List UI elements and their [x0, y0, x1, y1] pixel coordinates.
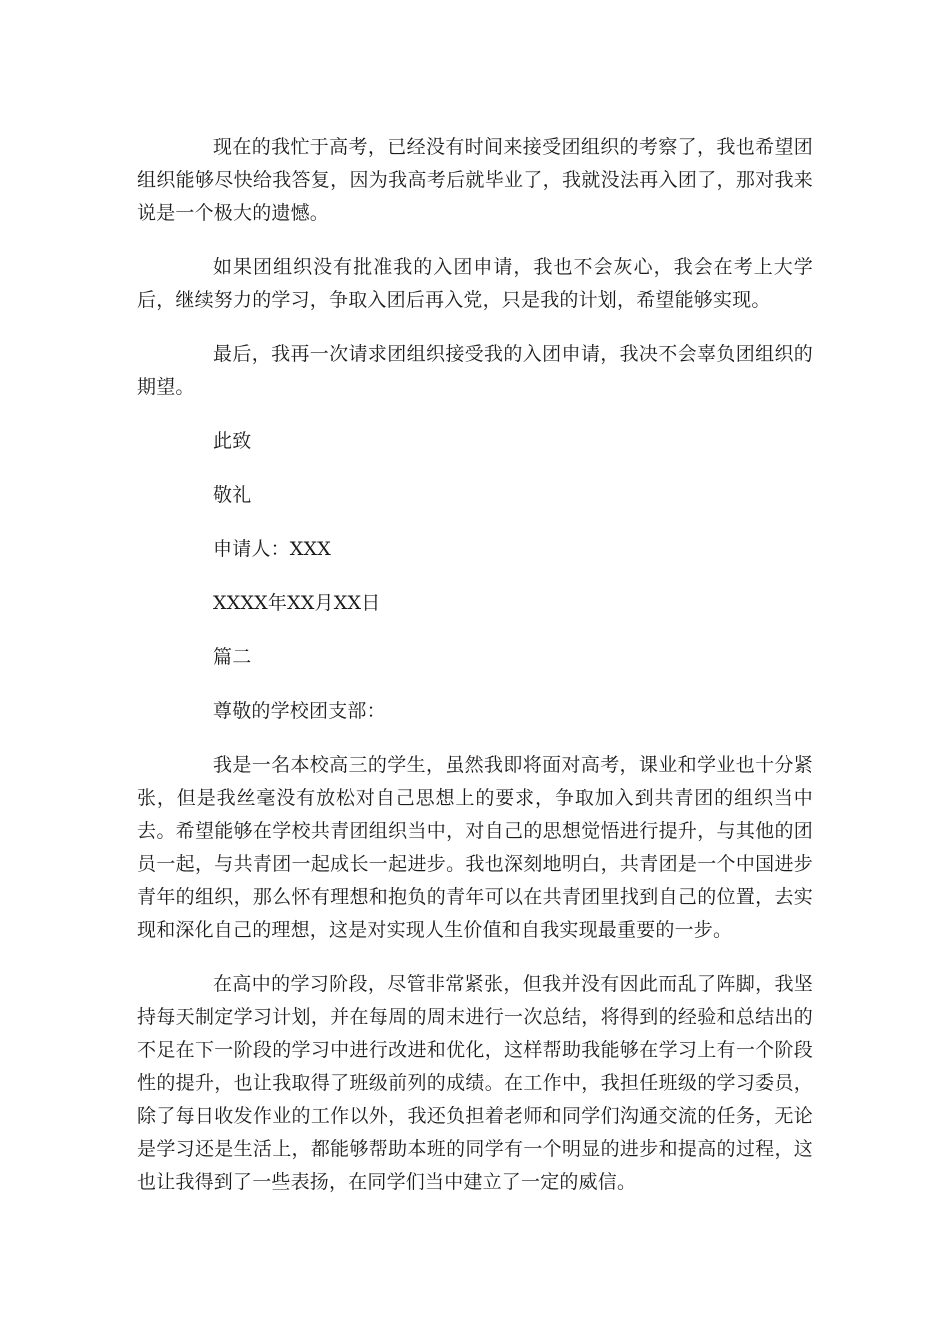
closing-line-2: 敬礼	[213, 484, 252, 506]
applicant-line: 申请人：XXX	[213, 538, 331, 560]
body-paragraph: 最后，我再一次请求团组织接受我的入团申请，我决不会辜负团组织的期望。	[137, 343, 813, 398]
section-title: 篇二	[213, 646, 252, 668]
body-paragraph: 如果团组织没有批准我的入团申请，我也不会灰心，我会在考上大学后，继续努力的学习，争取入团后再入党，只是我的计划，希望能够实现。	[137, 256, 813, 311]
body-paragraph: 现在的我忙于高考，已经没有时间来接受团组织的考察了，我也希望团组织能够尽快给我答复，因为我高考后就毕业了，我就没法再入团了，那对我来说是一个极大的遗憾。	[137, 136, 813, 224]
date-line: XXXX年XX月XX日	[213, 592, 381, 614]
salutation: 尊敬的学校团支部：	[213, 700, 386, 722]
closing-line-1: 此致	[213, 430, 252, 452]
body-paragraph: 在高中的学习阶段，尽管非常紧张，但我并没有因此而乱了阵脚，我坚持每天制定学习计划，并在每周的周末进行一次总结，将得到的经验和总结出的不足在下一阶段的学习中进行改进和优化，这样帮助我能够在学习上有一个阶段性的提升，也让我取得了班级前列的成绩。在工作中，我担任班级的学习委员，除了每日收发作业的工作以外，我还负担着老师和同学们沟通交流的任务，无论是学习还是生活上，都能够帮助本班的同学有一个明显的进步和提高的过程，这也让我得到了一些表扬，在同学们当中建立了一定的威信。	[137, 973, 813, 1193]
body-paragraph: 我是一名本校高三的学生，虽然我即将面对高考，课业和学业也十分紧张，但是我丝毫没有放松对自己思想上的要求，争取加入到共青团的组织当中去。希望能够在学校共青团组织当中，对自己的思想觉悟进行提升，与其他的团员一起，与共青团一起成长一起进步。我也深刻地明白，共青团是一个中国进步青年的组织，那么怀有理想和抱负的青年可以在共青团里找到自己的位置，去实现和深化自己的理想，这是对实现人生价值和自我实现最重要的一步。	[137, 754, 813, 941]
document-page	[137, 131, 813, 1220]
